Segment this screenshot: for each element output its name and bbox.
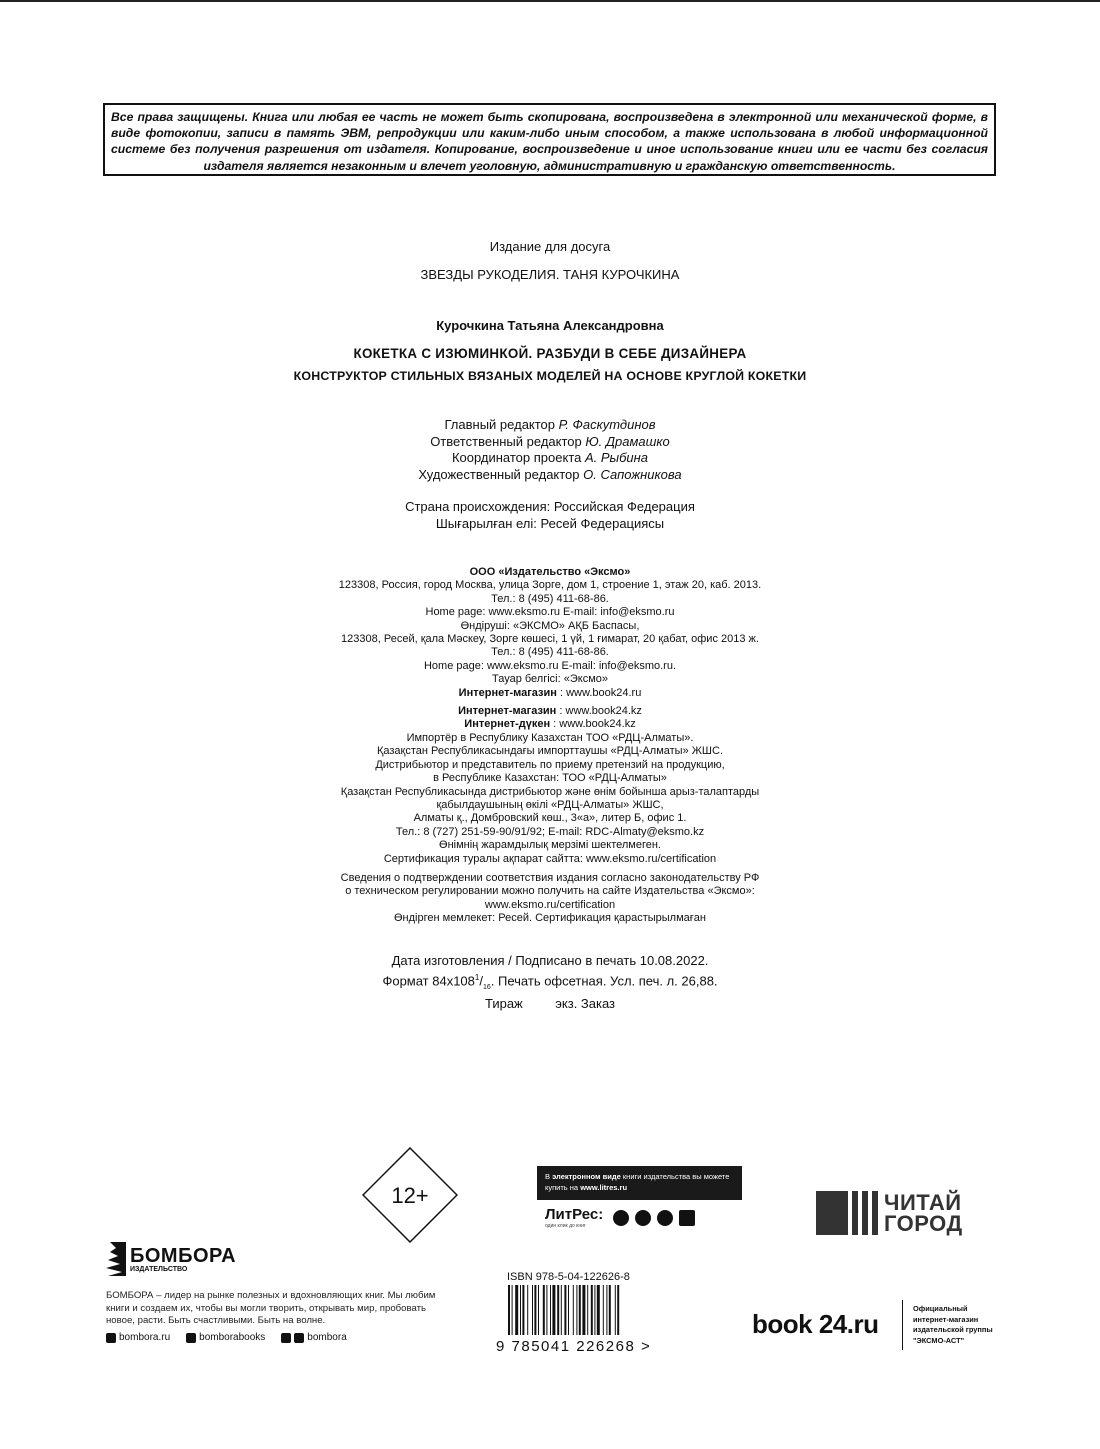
publisher-line: Қазақстан Республикасындағы импорттаушы «РДЦ-Алматы» ЖШС. (376, 745, 724, 758)
print-tirazh: Тираж экз. Заказ (484, 995, 616, 1011)
origin-ru: Страна происхождения: Российская Федерация (405, 499, 695, 514)
book24-logo: book 24.ru (752, 1309, 879, 1339)
windows-icon (679, 1210, 695, 1226)
publisher-info (200, 566, 900, 926)
publisher-line: Тел.: 8 (495) 411-68-86. (491, 592, 609, 605)
litres-logo: ЛитРес: (545, 1206, 604, 1223)
publisher-line: Өндіруші: «ЭКСМО» АҚБ Баспасы, (460, 619, 640, 632)
print-date: Дата изготовления / Подписано в печать 10.08.2022. (391, 953, 709, 968)
book24-divider (902, 1300, 903, 1350)
publisher-line: в Республике Казахстан: ТОО «РДЦ-Алматы» (433, 772, 667, 785)
chitai-gorod-line1: ЧИТАЙ (884, 1190, 962, 1215)
android-icon (635, 1210, 651, 1226)
copyright-notice-box (103, 103, 996, 176)
publisher-line: қабылдаушының өкілі «РДЦ-Алматы» ЖШС, (436, 798, 664, 811)
staff-role: Координатор проекта (451, 450, 582, 465)
origin-kz: Шығарылған елі: Ресей Федерациясы (435, 515, 665, 531)
top-rule (0, 0, 1100, 2)
publisher-line: Тел.: 8 (727) 251-59-90/91/92; E-mail: RDC-Almaty@eksmo.kz (395, 825, 705, 838)
video-icon (281, 1333, 291, 1343)
publisher-line: 123308, Ресей, қала Мәскеу, Зорге көшесі, 1 үй, 1 ғимарат, 20 қабат, офис 2013 ж. (341, 633, 759, 646)
globe-icon (106, 1333, 116, 1343)
staff-role: Художественный редактор (418, 466, 580, 482)
shop-kz-line: Интернет-магазин : www.book24.kz (458, 705, 642, 718)
publisher-line: Тауар белгісі: «Эксмо» (491, 673, 608, 686)
isbn-label: ISBN 978-5-04-122626-8 (507, 1271, 630, 1283)
publisher-line: 123308, Россия, город Москва, улица Зорге, дом 1, строение 1, этаж 20, каб. 2013. (338, 579, 762, 592)
book24-desc-line: издательской группы (913, 1325, 993, 1334)
litres-dark-bar (537, 1166, 742, 1200)
book24-desc-line: интернет-магазин (913, 1314, 979, 1324)
bombora-social-links (106, 1332, 347, 1343)
bombora-site-link[interactable]: bombora.ru (106, 1332, 170, 1343)
publisher-line: Алматы қ., Домбровский көш., 3«а», литер Б, офис 1. (413, 812, 687, 825)
litres-bar-line2: купить на www.litres.ru (545, 1183, 628, 1192)
series-name: ЗВЕЗДЫ РУКОДЕЛИЯ. ТАНЯ КУРОЧКИНА (420, 267, 680, 282)
publisher-line: Дистрибьютор и представитель по приему претензий на продукцию, (375, 758, 725, 771)
publisher-line: Қазақстан Республикасында дистрибьютор және өнім бойынша арыз-талаптарды (340, 785, 760, 798)
litres-bar-line1: В электронном виде книги издательства вы можете (545, 1172, 730, 1181)
chitai-gorod-logo (816, 1188, 996, 1238)
barcode (508, 1285, 652, 1335)
shop-ru-line: Интернет-магазин : www.book24.ru (458, 686, 642, 699)
bombora-name: БОМБОРА (130, 1244, 237, 1267)
chitai-gorod-line2: ГОРОД (884, 1211, 963, 1236)
book24-description (913, 1304, 993, 1346)
publisher-line: Сведения о подтверждении соответствия издания согласно законодательству РФ (340, 871, 760, 884)
publisher-name: ООО «Издательство «Эксмо» (469, 566, 631, 578)
staff-line (200, 434, 900, 451)
vk-icon (186, 1333, 196, 1343)
origin-info (200, 499, 900, 532)
publisher-line: Өнімнің жарамдылық мерзімі шектелмеген. (439, 839, 661, 852)
publisher-line: о техническом регулировании можно получить на сайте Издательства «Эксмо»: (345, 885, 755, 898)
staff-role: Ответственный редактор (430, 433, 582, 449)
publisher-line: Home page: www.eksmo.ru E-mail: info@eksmo.ru. (423, 659, 677, 672)
bombora-description: БОМБОРА – лидер на рынке полезных и вдохновляющих книг. Мы любим книги и создаем их, чтобы вы могли творить, открывать мир, пробовать новое, расти. Быть счастливыми. Быть на волне. (106, 1290, 436, 1326)
bombora-video-link[interactable]: bombora (281, 1332, 346, 1343)
telegram-icon (294, 1333, 304, 1343)
age-rating-text: 12+ (391, 1183, 429, 1208)
copyright-notice-text: Все права защищены. Книга или любая ее часть не может быть скопирована, воспроизведена в электронной или механической форме, в виде фотокопии, записи в память ЭВМ, репродукции или каким-либо иным способом, а также использована в любой информационной системе без получения разрешения от издателя. Копирование, воспроизведение и иное использование книги или ее части без согласия издателя является незаконным и влечет уголовную, административную и гражданскую ответственность. (111, 110, 988, 173)
age-rating-badge (362, 1147, 458, 1243)
litres-tagline: один клик до книг (545, 1223, 586, 1229)
bombora-mark-icon (106, 1242, 126, 1276)
author-name: Курочкина Татьяна Александровна (436, 318, 664, 333)
book24-desc-line: Официальный (913, 1304, 968, 1313)
book-subtitle: КОНСТРУКТОР СТИЛЬНЫХ ВЯЗАНЫХ МОДЕЛЕЙ НА ОСНОВЕ КРУГЛОЙ КОКЕТКИ (293, 369, 807, 383)
book24-desc-line: "ЭКСМО-АСТ" (913, 1335, 965, 1345)
bombora-sub: ИЗДАТЕЛЬСТВО (130, 1265, 188, 1273)
print-info (200, 953, 900, 1012)
staff-line (200, 417, 900, 434)
publisher-line: Өндірген мемлекет: Ресей. Сертификация қарастырылмаған (394, 912, 706, 925)
barcode-digits: 9 785041 226268 > (496, 1338, 652, 1355)
bombora-vk-link[interactable]: bomborabooks (186, 1332, 265, 1343)
publisher-line: Сертификация туралы ақпарат сайтта: www.eksmo.ru/certification (383, 852, 717, 865)
staff-credits (200, 417, 900, 483)
publisher-line: www.eksmo.ru/certification (484, 898, 616, 911)
publisher-line: Импортёр в Республику Казахстан ТОО «РДЦ-Алматы». (406, 731, 694, 744)
chitai-gorod-mark (816, 1191, 878, 1235)
apple-icon (613, 1210, 629, 1226)
shop-kz2-line: Интернет-дүкен : www.book24.kz (464, 718, 636, 731)
staff-line (200, 450, 900, 467)
browser-icon (657, 1210, 673, 1226)
staff-person: Ю. Драмашко (585, 433, 670, 449)
print-format: Формат $84x108^1/_{16}$. Печать офсетная. Усл. печ. л. 26,88. (382, 972, 718, 991)
bombora-logo (106, 1242, 236, 1276)
edition-type: Издание для досуга (489, 239, 611, 254)
staff-person: Р. Фаскутдинов (558, 417, 656, 432)
staff-person: О. Сапожникова (583, 466, 682, 482)
book-title: КОКЕТКА С ИЗЮМИНКОЙ. РАЗБУДИ В СЕБЕ ДИЗАЙНЕРА (353, 346, 747, 361)
staff-line (200, 467, 900, 484)
publisher-line: Тел.: 8 (495) 411-68-86. (491, 646, 609, 659)
publisher-line: Home page: www.eksmo.ru E-mail: info@eksmo.ru (425, 606, 675, 619)
staff-role: Главный редактор (444, 417, 556, 432)
staff-person: А. Рыбина (584, 450, 649, 465)
litres-banner (537, 1166, 742, 1235)
